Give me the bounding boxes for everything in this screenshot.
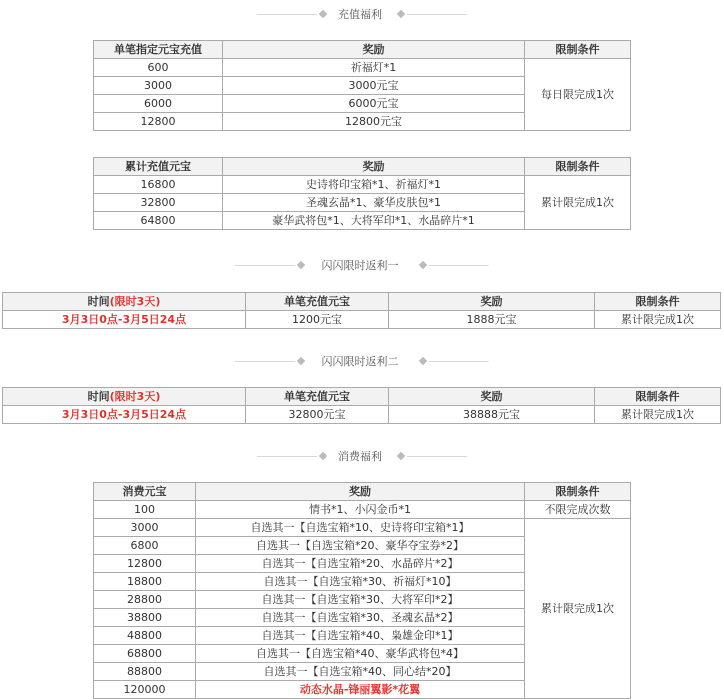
amount-cell: 28800 <box>94 591 196 609</box>
section-header-consume <box>0 446 724 466</box>
amount-cell: 120000 <box>94 681 196 699</box>
amount-cell: 600 <box>94 59 223 77</box>
time-limit-note: (限时3天) <box>109 295 161 308</box>
header-cell <box>3 293 246 311</box>
divider-right <box>407 14 467 15</box>
reward-cell: 自选其一【自选宝箱*30、祈福灯*10】 <box>196 573 525 591</box>
reward-cell: 自选其一【自选宝箱*30、圣魂玄晶*2】 <box>196 609 525 627</box>
amount-cell: 64800 <box>94 212 223 230</box>
reward-cell: 动态水晶-锋丽翼影*花翼 <box>196 681 525 699</box>
amount-cell: 38800 <box>94 609 196 627</box>
section-header-recharge <box>0 4 724 24</box>
reward-cell: 自选其一【自选宝箱*30、大将军印*2】 <box>196 591 525 609</box>
amount-cell: 48800 <box>94 627 196 645</box>
header-cell: 单笔指定元宝充值 <box>94 41 223 59</box>
flash-two-table <box>2 387 721 424</box>
reward-cell: 自选其一【自选宝箱*10、史诗将印宝箱*1】 <box>196 519 525 537</box>
header-cell: 单笔充值元宝 <box>246 388 389 406</box>
single-recharge-table <box>93 40 631 131</box>
table-row <box>3 406 721 424</box>
amount-cell: 1200元宝 <box>246 311 389 329</box>
time-limit-note: (限时3天) <box>109 390 161 403</box>
reward-cell: 情书*1、小闪金币*1 <box>196 501 525 519</box>
section-title: 闪闪限时返利一 <box>321 259 399 272</box>
divider-left <box>235 361 295 362</box>
reward-cell: 12800元宝 <box>223 113 525 131</box>
limit-cell: 累计限完成1次 <box>595 406 721 424</box>
table-header-row <box>94 483 631 501</box>
time-cell: 3月3日0点-3月5日24点 <box>3 311 246 329</box>
reward-cell: 史诗将印宝箱*1、祈福灯*1 <box>223 176 525 194</box>
header-cell: 限制条件 <box>595 293 721 311</box>
flash-one-table <box>2 292 721 329</box>
table-header-row <box>94 41 631 59</box>
table-row <box>94 176 631 194</box>
limit-cell: 累计限完成1次 <box>525 519 631 699</box>
amount-cell: 32800元宝 <box>246 406 389 424</box>
reward-cell: 豪华武将包*1、大将军印*1、水晶碎片*1 <box>223 212 525 230</box>
reward-cell: 祈福灯*1 <box>223 59 525 77</box>
table-row <box>94 519 631 537</box>
header-cell: 单笔充值元宝 <box>246 293 389 311</box>
section-header-flash-two <box>0 351 724 371</box>
reward-cell: 自选其一【自选宝箱*40、同心结*20】 <box>196 663 525 681</box>
amount-cell: 12800 <box>94 113 223 131</box>
amount-cell: 68800 <box>94 645 196 663</box>
table-row <box>3 311 721 329</box>
header-cell: 累计充值元宝 <box>94 158 223 176</box>
amount-cell: 3000 <box>94 77 223 95</box>
consumption-table <box>93 482 631 699</box>
table-row <box>94 501 631 519</box>
header-cell <box>3 388 246 406</box>
header-cell: 限制条件 <box>525 483 631 501</box>
limit-cell: 不限完成次数 <box>525 501 631 519</box>
amount-cell: 88800 <box>94 663 196 681</box>
table-header-row <box>3 293 721 311</box>
amount-cell: 100 <box>94 501 196 519</box>
reward-cell: 自选其一【自选宝箱*20、水晶碎片*2】 <box>196 555 525 573</box>
header-cell: 限制条件 <box>595 388 721 406</box>
time-header-label: 时间 <box>87 295 110 308</box>
amount-cell: 6800 <box>94 537 196 555</box>
section-title: 消费福利 <box>338 450 382 463</box>
limit-cell: 累计限完成1次 <box>595 311 721 329</box>
section-title: 闪闪限时返利二 <box>321 355 399 368</box>
header-cell: 限制条件 <box>525 158 631 176</box>
divider-right <box>429 361 489 362</box>
limit-cell: 累计限完成1次 <box>525 176 631 230</box>
reward-cell: 圣魂玄晶*1、豪华皮肤包*1 <box>223 194 525 212</box>
diamond-icon <box>419 261 427 269</box>
amount-cell: 6000 <box>94 95 223 113</box>
section-header-flash-one <box>0 255 724 275</box>
limit-cell: 每日限完成1次 <box>525 59 631 131</box>
reward-cell: 自选其一【自选宝箱*40、枭雄金印*1】 <box>196 627 525 645</box>
header-cell: 奖励 <box>223 41 525 59</box>
amount-cell: 32800 <box>94 194 223 212</box>
amount-cell: 12800 <box>94 555 196 573</box>
section-title: 充值福利 <box>338 8 382 21</box>
divider-left <box>235 265 295 266</box>
reward-cell: 自选其一【自选宝箱*40、豪华武将包*4】 <box>196 645 525 663</box>
header-cell: 奖励 <box>223 158 525 176</box>
amount-cell: 3000 <box>94 519 196 537</box>
reward-cell: 38888元宝 <box>389 406 595 424</box>
reward-cell: 3000元宝 <box>223 77 525 95</box>
reward-cell: 自选其一【自选宝箱*20、豪华夺宝券*2】 <box>196 537 525 555</box>
divider-right <box>429 265 489 266</box>
header-cell: 奖励 <box>389 388 595 406</box>
header-cell: 奖励 <box>196 483 525 501</box>
amount-cell: 18800 <box>94 573 196 591</box>
table-header-row <box>94 158 631 176</box>
header-cell: 奖励 <box>389 293 595 311</box>
amount-cell: 16800 <box>94 176 223 194</box>
table-header-row <box>3 388 721 406</box>
divider-right <box>407 456 467 457</box>
header-cell: 消费元宝 <box>94 483 196 501</box>
time-header-label: 时间 <box>87 390 110 403</box>
table-row <box>94 59 631 77</box>
header-cell: 限制条件 <box>525 41 631 59</box>
diamond-icon <box>419 357 427 365</box>
reward-cell: 1888元宝 <box>389 311 595 329</box>
reward-cell: 6000元宝 <box>223 95 525 113</box>
cumulative-recharge-table <box>93 157 631 230</box>
time-cell: 3月3日0点-3月5日24点 <box>3 406 246 424</box>
